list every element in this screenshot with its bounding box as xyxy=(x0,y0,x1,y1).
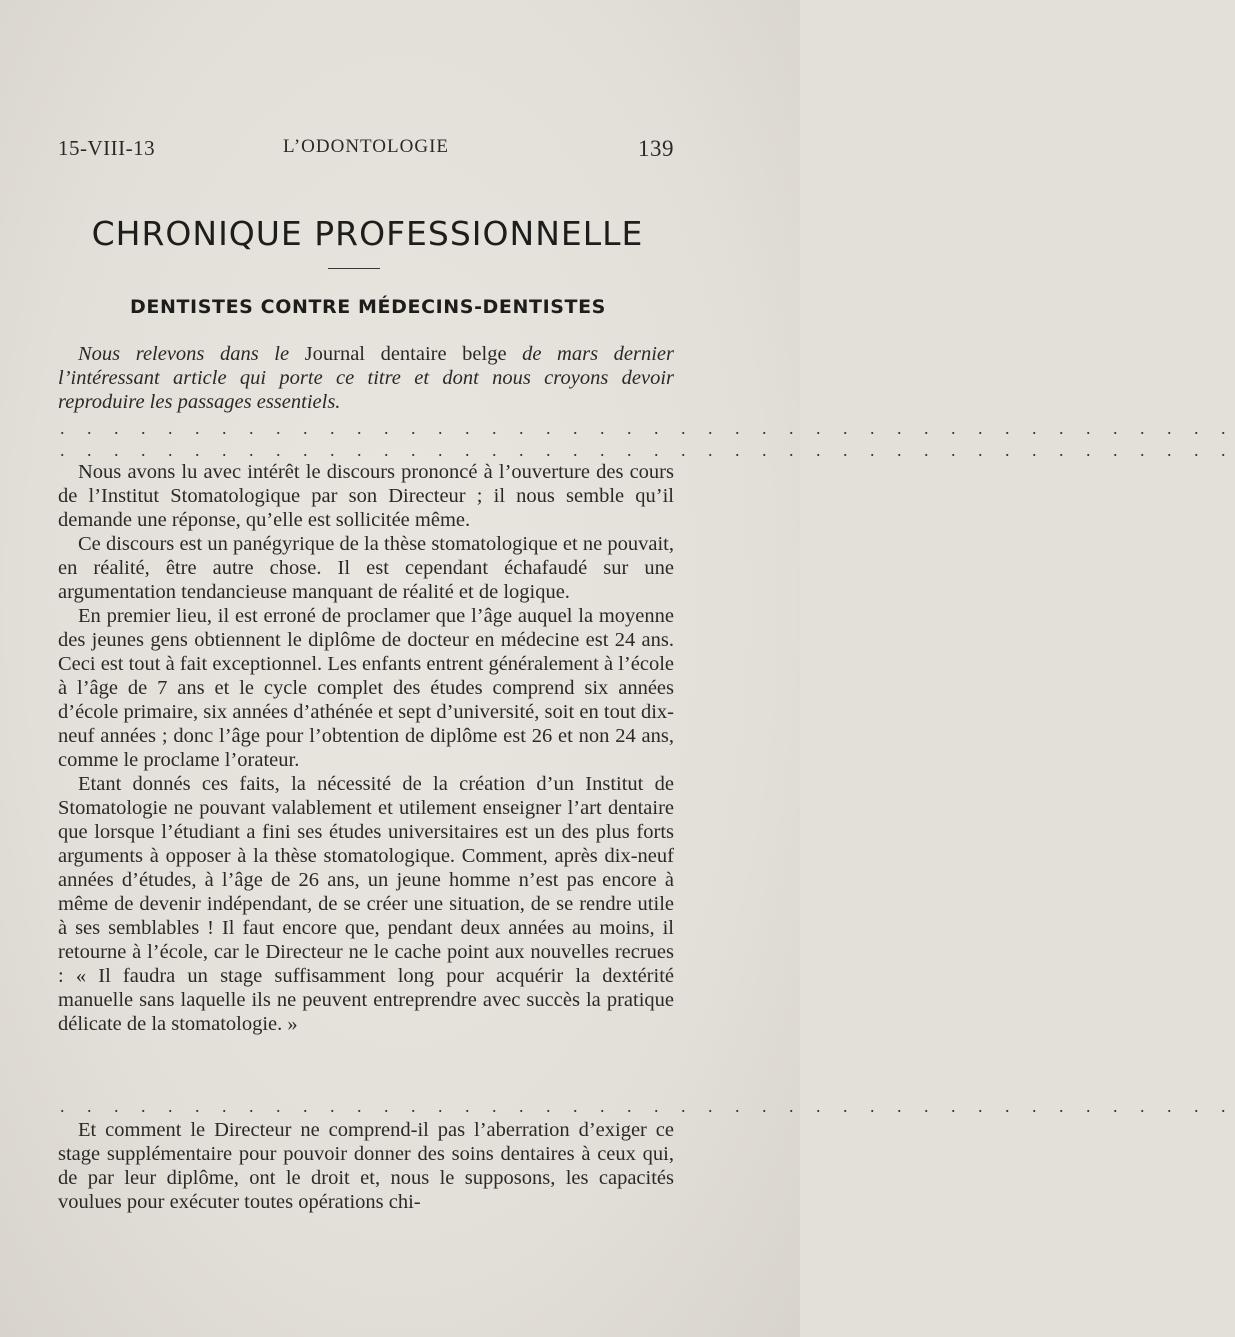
journal-name: L’ODONTOLOGIE xyxy=(282,136,450,157)
cited-journal-name: Journal dentaire belge xyxy=(304,343,507,365)
body-paragraph: En premier lieu, il est erroné de proclamer que l’âge auquel la moyenne des jeunes gens obtiennent le diplôme de docteur en médecine est 24 ans. Ceci est tout à fait exceptionnel. Les enfants entrent généralement à l’école à l’âge de 7 ans et le cycle complet des études comprend six années d’école primaire, six années d’athénée et sept d’université, soit en tout dix-neuf années ; donc l’âge pour l’obtention de diplôme est 26 et non 24 ans, comme le proclame l’orateur. xyxy=(58,605,674,771)
intro-paragraph xyxy=(58,342,674,414)
issue-date: 15-VIII-13 xyxy=(58,136,156,160)
intro-text xyxy=(58,342,674,414)
intro-part-2: de mars dernier l’intéressant article qui porte ce titre et dont nous croyons devoir reproduire les passages essentiels. xyxy=(58,343,674,413)
body-paragraph: Nous avons lu avec intérêt le discours prononcé à l’ouverture des cours de l’Institut Stomatologique par son Directeur ; il nous semble qu’il demande une réponse, qu’elle est sollicitée même. xyxy=(58,461,674,531)
intro-part-1: Nous relevons dans le xyxy=(78,343,305,365)
article-body xyxy=(58,460,674,1036)
ellipsis-row: . . . . . . . . . . . . . . . . . . . . . . . . . . . . . . . . . . . . . . . . . . . . xyxy=(60,440,1235,460)
ellipsis-row: . . . . . . . . . . . . . . . . . . . . . . . . . . . . . . . . . . . . . . . . . . . . xyxy=(60,1096,1235,1116)
section-title: CHRONIQUE PROFESSIONNELLE xyxy=(91,214,644,253)
article-title: DENTISTES CONTRE MÉDECINS-DENTISTES xyxy=(130,296,606,318)
page-number: 139 xyxy=(638,136,674,161)
title-divider xyxy=(328,268,380,269)
body-paragraph: Et comment le Directeur ne comprend-il pas l’aberration d’exiger ce stage supplémentaire pour pouvoir donner des soins dentaires à ceux qui, de par leur diplôme, ont le droit et, nous le supposons, les capacités voulues pour exécuter toutes opérations chi- xyxy=(58,1119,674,1213)
article-body-continued xyxy=(58,1118,674,1214)
body-paragraph: Etant donnés ces faits, la nécessité de la création d’un Institut de Stomatologie ne pouvant valablement et utilement enseigner l’art dentaire que lorsque l’étudiant a fini ses études universitaires est un des plus forts arguments à opposer à la thèse stomatologique. Comment, après dix-neuf années d’études, à l’âge de 26 ans, un jeune homme n’est pas encore à même de devenir indépendant, de se créer une situation, de se rendre utile à ses semblables ! Il faut encore que, pendant deux années au moins, il retourne à l’école, car le Directeur ne le cache point aux nouvelles recrues : « Il faudra un stage suffisamment long pour acquérir la dextérité manuelle sans laquelle ils ne peuvent entreprendre avec succès la pratique délicate de la stomatologie. » xyxy=(58,773,674,1035)
ellipsis-row: . . . . . . . . . . . . . . . . . . . . . . . . . . . . . . . . . . . . . . . . . . . . xyxy=(60,418,1235,438)
body-paragraph: Ce discours est un panégyrique de la thèse stomatologique et ne pouvait, en réalité, être autre chose. Il est cependant échafaudé sur une argumentation tendancieuse manquant de réalité et de logique. xyxy=(58,533,674,603)
running-head xyxy=(58,136,674,166)
